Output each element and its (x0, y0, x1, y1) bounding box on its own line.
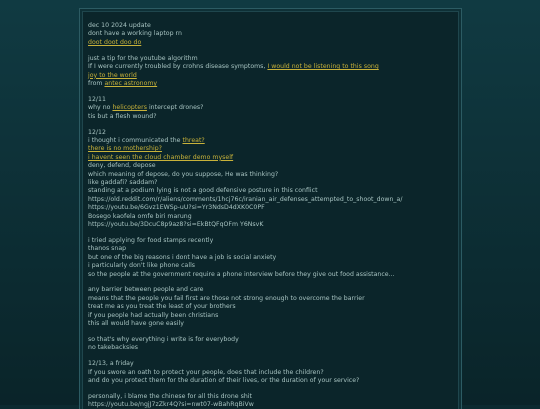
post-paragraph (88, 129, 453, 230)
text-segment: if you people had actually been christians (88, 311, 219, 319)
post-paragraph (88, 55, 453, 89)
text-segment: like gaddafi? saddam? (88, 179, 158, 186)
text-segment: personally, i blame the chinese for all this drone shit (88, 393, 252, 401)
text-line (88, 336, 453, 344)
text-line (88, 187, 453, 195)
text-line (88, 204, 453, 212)
text-line (88, 22, 453, 30)
text-line (88, 145, 453, 153)
text-segment: standing at a podium lying is not a good defensive posture in this conflict (88, 187, 318, 195)
text-line (88, 401, 453, 409)
text-segment: this all would have gone easily (88, 320, 184, 328)
text-line (88, 104, 453, 112)
text-line (88, 213, 453, 221)
text-line (88, 286, 453, 294)
text-segment: which meaning of depose, do you suppose, He was thinking? (88, 170, 279, 178)
post-paragraph (88, 336, 453, 353)
text-segment: 12/12 (88, 128, 106, 136)
post-paragraph (88, 286, 453, 328)
text-link[interactable]: joy to the world (88, 71, 137, 79)
text-line (88, 271, 453, 279)
text-segment: intercept drones? (146, 104, 204, 112)
text-segment: just a tip for the youtube algorithm (88, 54, 198, 62)
text-link[interactable]: doot doot doo do (88, 38, 142, 46)
text-segment: why no (88, 104, 113, 112)
page-frame (79, 8, 462, 409)
text-line (88, 154, 453, 162)
text-line (88, 312, 453, 320)
text-segment: thanos snap (88, 245, 127, 253)
text-segment: so the people at the government require a phone interview before they give out food assistance... (88, 270, 395, 278)
text-line (88, 221, 453, 229)
text-segment: 12/13, a friday (88, 360, 134, 368)
text-link[interactable]: i havent seen the cloud chamber demo myself (88, 153, 234, 161)
text-segment: i particularly don't like phone calls (88, 262, 196, 270)
text-segment: so that's why everything i write is for everybody (88, 336, 239, 343)
post-content (82, 11, 459, 409)
post-paragraph (88, 360, 453, 385)
text-segment: and do you protect them for the duration of their lives, or the duration of your service? (88, 377, 360, 385)
text-line (88, 162, 453, 170)
text-segment: from (88, 79, 105, 87)
text-line (88, 196, 453, 204)
text-line (88, 72, 453, 80)
text-line (88, 96, 453, 104)
text-segment: no takebacksies (88, 344, 139, 352)
text-line (88, 393, 453, 401)
text-link[interactable]: helicopters (112, 104, 147, 112)
text-line (88, 360, 453, 368)
text-segment: https://youtu.be/3DcuC8p9az8?si=EkBtQFqOFm Y6NsvK (88, 221, 264, 229)
text-link[interactable]: there is no mothership? (88, 145, 162, 153)
post-paragraph (88, 22, 453, 47)
text-line (88, 80, 453, 88)
text-segment: i tried applying for food stamps recently (88, 236, 214, 244)
text-segment: dont have a working laptop rn (88, 30, 182, 38)
text-segment: https://youtu.be/6Gvz1EWSp-uU?si=Yr3NdsD4dXK0C0PF (88, 204, 265, 212)
text-segment: treat me as you treat the least of your brothers (88, 303, 236, 311)
text-segment: tis but a flesh wound? (88, 112, 157, 120)
text-link[interactable]: I would not be listening to this song (267, 63, 379, 71)
post-paragraph (88, 96, 453, 121)
text-line (88, 377, 453, 385)
text-line (88, 113, 453, 121)
text-segment: any barrier between people and care (88, 286, 204, 294)
text-line (88, 295, 453, 303)
text-segment: 12/11 (88, 95, 106, 103)
text-line (88, 262, 453, 270)
text-segment: If you swore an oath to protect your people, does that include the children? (88, 368, 324, 376)
text-segment: Bosego kaofela omfe biri marung (88, 212, 192, 220)
text-segment: i thought i communicated the (88, 136, 183, 144)
text-line (88, 179, 453, 187)
post-paragraph (88, 237, 453, 279)
text-segment: https://youtu.be/ngjJ7zZkr4Q?si=nwt07-wBahRqBiVw (88, 401, 254, 409)
text-line (88, 320, 453, 328)
text-line (88, 171, 453, 179)
text-line (88, 344, 453, 352)
text-line (88, 254, 453, 262)
text-line (88, 30, 453, 38)
text-line (88, 55, 453, 63)
text-line (88, 39, 453, 47)
text-segment: deny, defend, depose (88, 162, 156, 170)
text-link[interactable]: antec astronomy (104, 79, 158, 87)
text-line (88, 245, 453, 253)
text-line (88, 137, 453, 145)
text-line (88, 303, 453, 311)
text-line (88, 129, 453, 137)
text-segment: https://old.reddit.com/r/aliens/comments/1hcj76c/iranian_air_defenses_attempted_to_shoot_down_a/ (88, 195, 403, 203)
text-link[interactable]: threat? (182, 136, 205, 144)
text-line (88, 237, 453, 245)
text-segment: means that the people you fail first are those not strong enough to overcome the barrier (88, 294, 365, 302)
text-segment: If I were currently troubled by crohns disease symptoms, (88, 63, 268, 71)
text-segment: dec 10 2024 update (88, 22, 151, 29)
text-segment: but one of the big reasons i dont have a job is social anxiety (88, 253, 277, 261)
text-line (88, 63, 453, 71)
post-paragraph (88, 393, 453, 409)
text-line (88, 369, 453, 377)
